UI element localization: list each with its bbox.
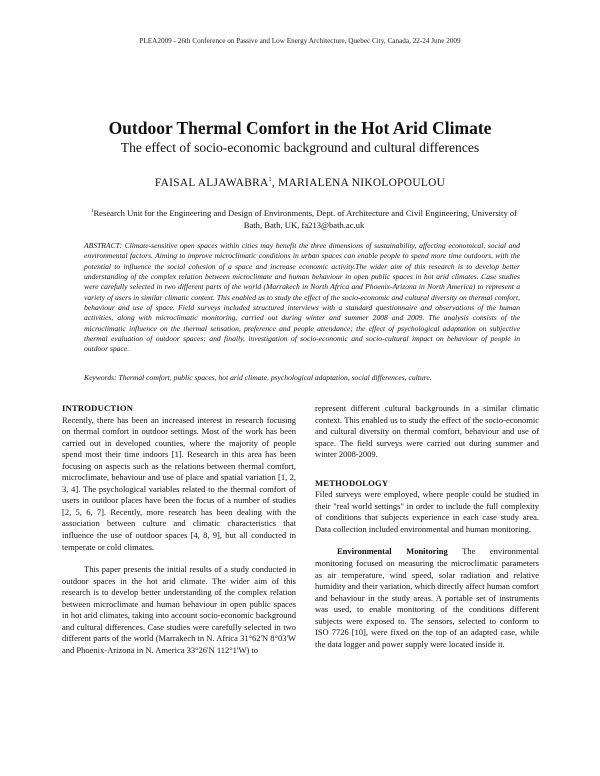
keywords [84,373,520,382]
environmental-monitoring-label: Environmental Monitoring [337,546,448,557]
affiliation-mark: 1 [90,209,94,214]
environmental-monitoring-paragraph [315,546,539,650]
keywords-text: Thermal comfort, public spaces, hot arid climate, psychological adaptation, social differences, culture. [118,373,432,382]
introduction-paragraph-3: represent different cultural backgrounds in a similar climatic context. This enabled us to study the effect of the socio-economic and cultural diversity on thermal comfort, behaviour and use of space. The field surveys were carried out during summer and winter 2008-2009. [315,403,539,460]
abstract-label: ABSTRACT: [84,241,122,250]
affiliation-text: Research Unit for the Engineering and Design of Environments, Dept. of Architecture and Civil Engineering, University of Bath, Bath, UK, fa213@bath.ac.uk [93,207,518,231]
right-column [315,403,539,650]
author-1: FAISAL ALJAWABRA [154,177,269,189]
methodology-paragraph-1: Filed surveys were employed, where people could be studied in their "real world settings" in order to include the full complexity of conditions that subjects experience in each case study area. Data collection included environmental and human monitoring. [315,489,539,534]
introduction-paragraph-2: This paper presents the initial results of a study conducted in outdoor spaces in the hot arid climate. The wider aim of this research is to develop better understanding of the complex relation between microclimate and human behaviour in open public spaces in hot arid climates, taking into account socio-economic background and cultural differences. Case studies were carefully selected in two different parts of the world (Marrakech in N. Africa 31°62'N 8°03'W and Phoenix-Arizona in N. America 33°26'N 112°1'W) to [62,564,296,655]
paper-subtitle: The effect of socio-economic background and cultural differences [120,140,480,155]
authors-line [0,177,600,189]
affiliation [84,206,524,232]
paper-title: Outdoor Thermal Comfort in the Hot Arid Climate [108,118,492,138]
introduction-paragraph-1: Recently, there has been an increased interest in research focusing on thermal comfort in outdoor settings. Most of the work has been carried out in developed counties, where the majority of people spend most their time indoors [1]. Research in this area has been focusing on aspects such as the relations between thermal comfort, microclimate, behaviour and use of place and spatial variation [1, 2, 3, 4]. The psychological variables related to the thermal comfort of users in outdoor places have been the focus of a number of studies [2, 5, 6, 7]. Recently, more research has been dealing with the association between culture and climatic characteristics that influence the use of outdoor spaces [4, 8, 9], but all conducted in temperate or cold climates. [62,414,296,552]
methodology-heading: METHODOLOGY [315,477,389,488]
abstract-text: Climate-sensitive open spaces within cities may benefit the three dimensions of sustainability, affecting economical, social and environmental factors. Aiming to improve microclimatic conditions in urban spaces can enable people to spend more time outdoors, with the potential to influence the social cohesion of a space and increase economic activity.The wider aim of this research is to develop better understanding of the complex relation between microclimate and human behaviour in open public spaces in hot arid climates. Case studies were carefully selected in two different parts of the world (Marrakech in North Africa and Phoenix-Arizona in North America) to represent a variety of users in similar climatic context. This enabled us to study the effect of the socio-economic and cultural diversity on thermal comfort, behaviour and use of space. Field surveys included structured interviews with a standard questionnaire and observations of the human activities, along with microclimatic monitoring, carried out during winter and summer 2008 and 2009. The analysis consists of the microclimatic influence on the thermal sensation, preference and people attendance; the effect of psychological adaptation on subjective thermal evaluation of outdoor spaces; and finally, investigation of socio-economic and socio-cultural impact on behaviour of people in outdoor space. [84,241,520,354]
conference-header: PLEA2009 - 26th Conference on Passive and Low Energy Architecture, Quebec City, Canada, 22-24 June 2009 [139,37,461,45]
environmental-monitoring-text: The environmental monitoring focused on measuring the microclimatic parameters as air temperature, wind speed, solar radiation and relative humidity and their variation, which directly affect human comfort and behaviour in the study areas. A portable set of instruments was used, to enable monitoring of the conditions different subjects were exposed to. The sensors, selected to conform to ISO 7726 [10], were fixed on the top of an adapted case, while the data logger and power supply were located inside it. [315,546,539,649]
abstract [84,241,520,355]
introduction-heading: INTRODUCTION [62,403,134,413]
left-column [62,403,296,656]
keywords-label: Keywords: [84,373,117,382]
author-1-affiliation-mark: 1 [268,177,272,184]
author-2: MARIALENA NIKOLOPOULOU [278,177,446,189]
author-separator: , [271,177,275,189]
